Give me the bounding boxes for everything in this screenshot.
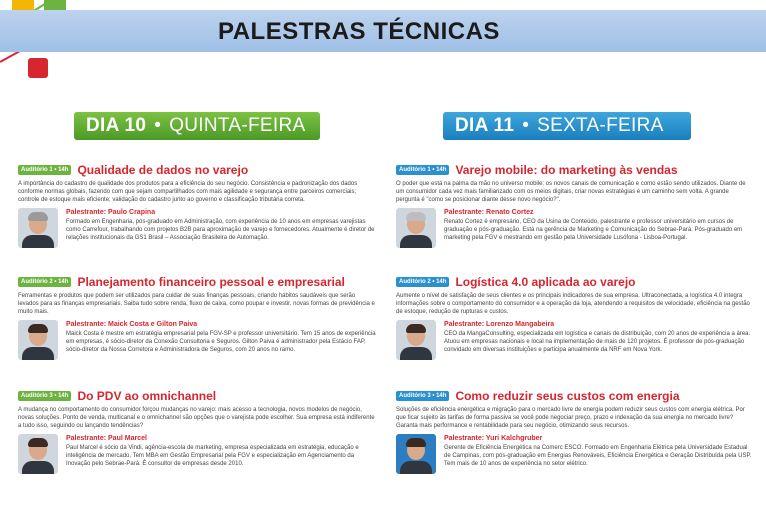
talk-description: Soluções de eficiência energética e migração para o mercado livre de energia podem reduzir seus custos com energia elétrica. Por que ficar sujeito às tarifas de forma passiva se você pode negociar preço, prazo e indexação da sua energia no mercado livre? Garanta mais performance e rentabilidade para seu negócio, otimizando seus recursos. bbox=[396, 407, 745, 429]
speaker-name: Palestrante: Paul Marcel bbox=[66, 435, 147, 442]
talk-description: O poder que está na palma da mão no universo mobile: os novos canais de comunicação e como estão sendo utilizados. Diante de um consumidor cada vez mais familiarizado com os meios digitais, criar novas estratégias é um caminho sem volta. A grande pergunta é "como se posicionar diante desse novo negócio?". bbox=[396, 181, 746, 203]
room-tag: Auditório 1 • 14h bbox=[18, 165, 71, 175]
talk-card bbox=[18, 162, 376, 248]
talk-description: Ferramentas e produtos que podem ser utilizados para cuidar de suas finanças pessoais, criando hábitos saudáveis que serão levados para as finanças empresariais. Saiba tudo sobre renda, fluxo de caixa, como poupar e investir, novas formas de previdência e muito mais. bbox=[18, 293, 375, 315]
speaker-photo bbox=[18, 434, 58, 474]
room-tag: Auditório 1 • 14h bbox=[396, 165, 449, 175]
speaker-name: Palestrante: Lorenzo Mangabeira bbox=[444, 321, 555, 328]
page-title: PALESTRAS TÉCNICAS bbox=[218, 18, 500, 45]
room-tag: Auditório 2 • 14h bbox=[18, 277, 71, 287]
room-tag: Auditório 3 • 14h bbox=[18, 391, 71, 401]
talk-card bbox=[18, 274, 376, 360]
talk-description: A mudança no comportamento do consumidor forçou mudanças no varejo: mais acesso a tecnologia, novos modelos de negócio, novas soluções. Ponto de venda, multicanal e o omnichannel são opções que o varejista pode escolher. Sua empresa está indiferente a tudo isso, seguindo ou lançando tendências? bbox=[18, 407, 375, 429]
speaker-bio: Renato Cortez é empresário, CEO da Usina de Conteúdo, palestrante e professor universitário em cursos de graduação e pós-graduação. Está na gerência de Marketing e Comunicação do Sebrae-Pará. Pós-graduado em marketing pela FGV e mestrando em gestão pela Universidade Lusófona - Lisboa-Portugal. bbox=[444, 219, 743, 241]
day-separator: • bbox=[154, 115, 162, 136]
speaker-photo bbox=[18, 208, 58, 248]
talk-card bbox=[18, 388, 376, 474]
day-label: DIA 11 bbox=[455, 115, 515, 136]
speaker-name: Palestrante: Yuri Kalchgruber bbox=[444, 435, 543, 442]
talk-title: Logística 4.0 aplicada ao varejo bbox=[455, 275, 636, 289]
speaker-bio: CEO da MangaConsulting, especializada em logística e canais de distribuição, com 20 anos de experiência a área. Atuou em empresas nacionais e local na implementação de mais de 120 projetos. É professor de pós-graduação convidado em diversas instituições e participa anualmente da NRF em Nova York. bbox=[444, 331, 751, 353]
talk-card bbox=[396, 274, 754, 360]
speaker-bio: Gerente de Eficiência Energética na Comerc ESCO. Formado em Engenharia Elétrica pela Universidade Estadual de Campinas, com pós-graduação em Energias Renováveis, Eficiência Energética e Geração Distribuída pela USP. Tem mais de 10 anos de experiência no setor elétrico. bbox=[444, 445, 752, 467]
day-banner-friday bbox=[443, 112, 691, 140]
speaker-name: Palestrante: Paulo Crapina bbox=[66, 209, 156, 216]
speaker-bio: Formado em Engenharia, pós-graduado em Administração, com experiência de 10 anos em empresas varejistas como Carrefour, trabalhando com projetos B2B para aproximação de varejo e fornecedores. Atualmente é diretor de relações institucionais da GS1 Brasil – Associação Brasileira de Automação. bbox=[66, 219, 375, 241]
room-tag: Auditório 3 • 14h bbox=[396, 391, 449, 401]
red-square-icon bbox=[28, 58, 48, 78]
day-weekday: SEXTA-FEIRA bbox=[537, 115, 664, 136]
talk-title: Do PDV ao omnichannel bbox=[77, 389, 217, 403]
day-separator: • bbox=[522, 115, 530, 136]
speaker-bio: Maick Costa é mestre em estratégia empresarial pela FGV-SP e professor universitário. Tem 15 anos de experiência em empresas, é sócio-diretor da Conexão Consultoria e Seguros. Gilton Paiva é administrador pela Estácio FAP, sócio-diretor da Nossa Corretora e Administradora de Seguros, com 20 anos no ramo. bbox=[66, 331, 376, 353]
talk-title: Varejo mobile: do marketing às vendas bbox=[455, 163, 678, 177]
speaker-name: Palestrante: Maick Costa e Gilton Paiva bbox=[66, 321, 198, 328]
speaker-photo bbox=[18, 320, 58, 360]
day-weekday: QUINTA-FEIRA bbox=[169, 115, 306, 136]
talk-title: Qualidade de dados no varejo bbox=[77, 163, 249, 177]
talk-description: Aumente o nível de satisfação de seus clientes e os principais indicadores de sua empresa. Ultraconectada, a logística 4.0 integra informações sobre o comportamento do consumidor e a operação da loja, atendendo a requisitos de velocidade, eficiência na gestão de estoque, redução de rupturas e custos. bbox=[396, 293, 750, 315]
speaker-photo bbox=[396, 434, 436, 474]
speaker-photo bbox=[396, 208, 436, 248]
talk-description: A importância do cadastro de qualidade dos produtos para a eficiência do seu negócio. Consistência e padronização dos dados conforme normas globais, fazendo com que sejam compartilhados com mais agilidade e segurança entre parceiros comerciais; controle de estoque mais eficiente; validação do cadastro junto ao governo e classificação tributária correta. bbox=[18, 181, 358, 203]
talk-title: Planejamento financeiro pessoal e empresarial bbox=[77, 275, 345, 289]
talk-card bbox=[396, 162, 754, 248]
talk-title: Como reduzir seus custos com energia bbox=[455, 389, 680, 403]
speaker-photo bbox=[396, 320, 436, 360]
day-label: DIA 10 bbox=[86, 115, 147, 136]
room-tag: Auditório 2 • 14h bbox=[396, 277, 449, 287]
speaker-name: Palestrante: Renato Cortez bbox=[444, 209, 534, 216]
talk-card bbox=[396, 388, 754, 474]
day-banner-thursday bbox=[74, 112, 320, 140]
speaker-bio: Paul Marcel é sócio da Vindi, agência-escola de marketing, empresa especializada em estratégia, educação e inteligência de mercado. Tem MBA em Gestão Empresarial pela FGV e especialização em Agenciamento da Inovação pelo Sebrae-Pará. É consultor de empresas desde 2010. bbox=[66, 445, 359, 467]
